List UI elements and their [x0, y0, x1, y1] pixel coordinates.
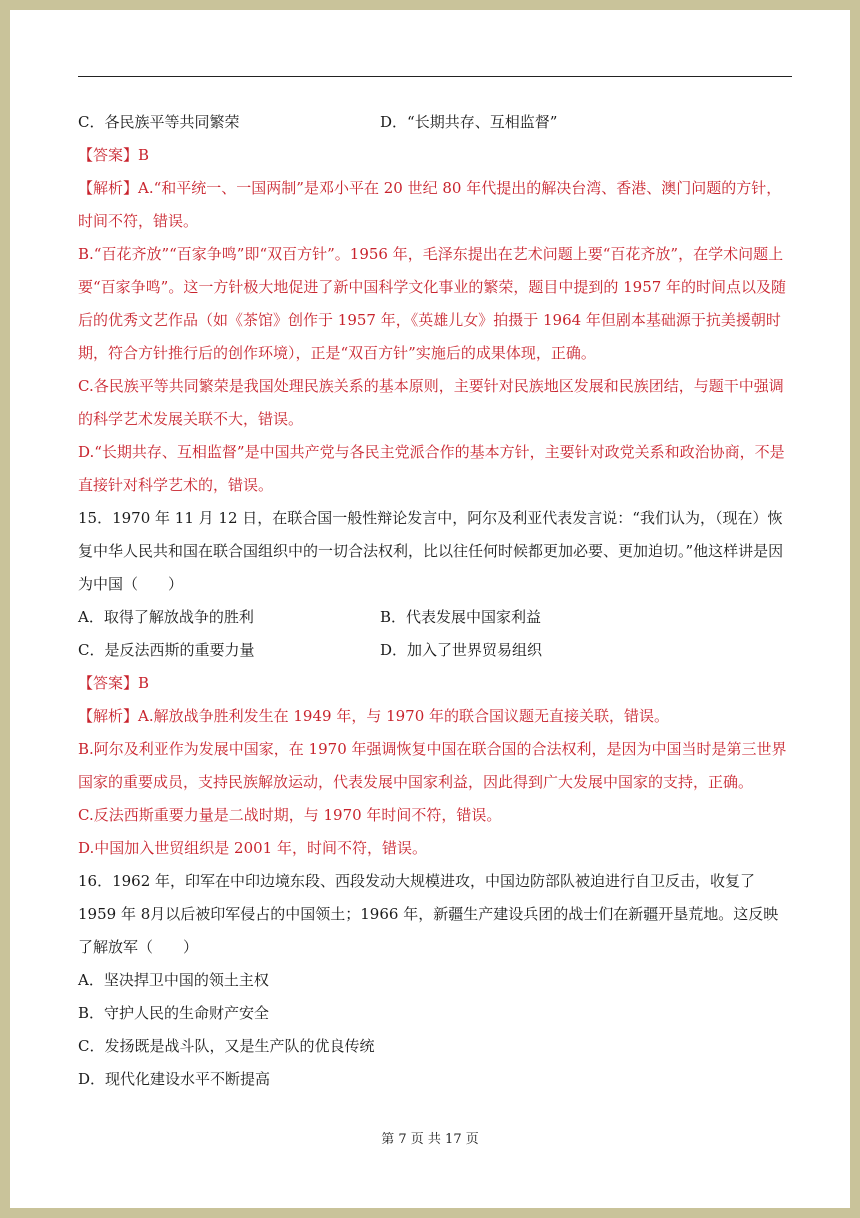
prev-answer: 【答案】B: [78, 146, 150, 164]
q15-option-c: C．是反法西斯的重要力量: [78, 641, 255, 659]
page-content: [78, 106, 792, 1096]
q16-option-a: A．坚决捍卫中国的领土主权: [78, 971, 269, 989]
prev-analysis-b: B.“百花齐放”“百家争鸣”即“双百方针”。1956 年，毛泽东提出在艺术问题上要“百花齐放”，在学术问题上要“百家争鸣”。这一方针极大地促进了新中国科学文化事业的繁荣，题目中提到的 1957 年的时间点以及随后的优秀文艺作品（如《茶馆》创作于 1957 年，《英雄儿女》拍摄于 1964 年但剧本基础源于抗美援朝时期，符合方针推行后的创作环境），正是“双百方针”实施后的成果体现，正确。: [78, 245, 787, 362]
q15-option-a: A．取得了解放战争的胜利: [78, 608, 254, 626]
header-rule: [78, 76, 792, 77]
document-page: [10, 10, 850, 1208]
analysis-text: A.解放战争胜利发生在 1949 年，与 1970 年的联合国议题无直接关联，错误。: [138, 707, 670, 725]
analysis-tag: 【解析】: [78, 179, 139, 197]
options-row-cd: [78, 106, 792, 139]
prev-analysis-d: D.“长期共存、互相监督”是中国共产党与各民主党派合作的基本方针，主要针对政党关系和政治协商，不是直接针对科学艺术的，错误。: [78, 443, 785, 494]
q16-option-c: C．发扬既是战斗队，又是生产队的优良传统: [78, 1037, 375, 1055]
q15-analysis-b: B.阿尔及利亚作为发展中国家，在 1970 年强调恢复中国在联合国的合法权利，是因为中国当时是第三世界国家的重要成员，支持民族解放运动，代表发展中国家利益，因此得到广大发展中国家的支持，正确。: [78, 740, 787, 791]
q15-option-d: D．加入了世界贸易组织: [380, 641, 543, 659]
q16-stem: 16．1962 年，印军在中印边境东段、西段发动大规模进攻，中国边防部队被迫进行自卫反击，收复了 1959 年 8月以后被印军侵占的中国领土；1966 年，新疆生产建设兵团的战士们在新疆开垦荒地。这反映了解放军（ ）: [78, 872, 779, 956]
prev-option-d: D．“长期共存、互相监督”: [380, 113, 558, 131]
q15-options-row-cd: [78, 634, 792, 667]
page-footer: 第 7 页 共 17 页: [381, 1132, 479, 1147]
q15-option-b: B．代表发展中国家利益: [380, 608, 542, 626]
q16-option-b: B．守护人民的生命财产安全: [78, 1004, 270, 1022]
q15-stem: 15．1970 年 11 月 12 日，在联合国一般性辩论发言中，阿尔及利亚代表发言说：“我们认为，（现在）恢复中华人民共和国在联合国组织中的一切合法权利，比以往任何时候都更加必要、更加迫切。”他这样讲是因为中国（ ）: [78, 509, 784, 593]
q15-analysis-d: D.中国加入世贸组织是 2001 年，时间不符，错误。: [78, 839, 427, 857]
prev-analysis-c: C.各民族平等共同繁荣是我国处理民族关系的基本原则，主要针对民族地区发展和民族团结，与题干中强调的科学艺术发展关联不大，错误。: [78, 377, 784, 428]
q15-analysis-a: [78, 700, 792, 733]
analysis-tag: 【解析】: [78, 707, 139, 725]
prev-analysis-a: [78, 172, 792, 238]
q15-options-row-ab: [78, 601, 792, 634]
q15-analysis-c: C.反法西斯重要力量是二战时期，与 1970 年时间不符，错误。: [78, 806, 502, 824]
prev-option-c: C．各民族平等共同繁荣: [78, 113, 240, 131]
analysis-text: A.“和平统一、一国两制”是邓小平在 20 世纪 80 年代提出的解决台湾、香港、澳门问题的方针，时间不符，错误。: [78, 179, 782, 230]
q16-option-d: D．现代化建设水平不断提高: [78, 1070, 271, 1088]
q15-answer: 【答案】B: [78, 674, 150, 692]
